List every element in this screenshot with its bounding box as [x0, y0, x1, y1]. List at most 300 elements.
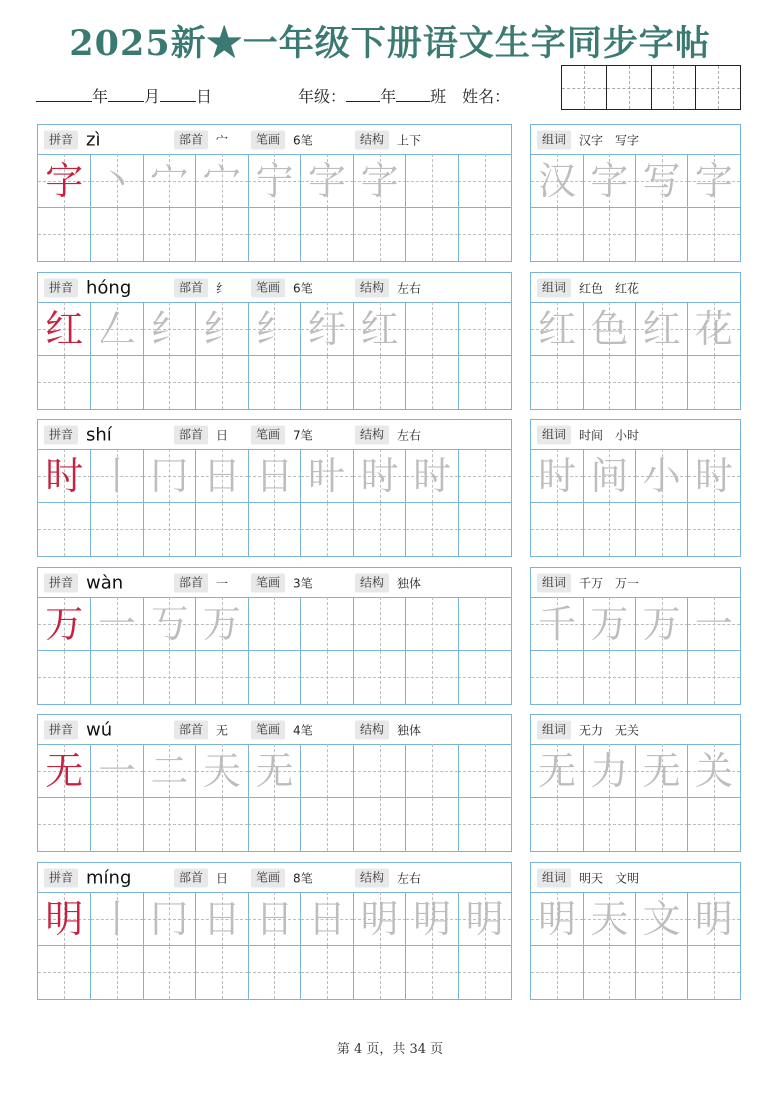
radical-tag: 部首 [174, 573, 208, 592]
strokes-value: 4笔 [293, 723, 313, 737]
character-info-bar [38, 273, 511, 303]
character-card-3 [37, 419, 512, 557]
character-card-2 [37, 272, 512, 410]
stroke-trace-character: 宁 [255, 158, 294, 203]
stroke-trace-character: 日 [202, 896, 241, 941]
radical-tag: 部首 [174, 278, 208, 297]
writing-cell[interactable] [91, 798, 144, 852]
info-line [36, 84, 510, 107]
structure-field [355, 130, 421, 149]
stroke-trace-character: 旪 [308, 453, 347, 498]
writing-cell[interactable] [531, 208, 583, 262]
words-field [537, 130, 639, 149]
writing-cell[interactable] [91, 356, 144, 410]
stroke-trace-character: 丶 [97, 158, 136, 203]
writing-cell[interactable] [458, 744, 511, 798]
writing-cell[interactable] [143, 798, 196, 852]
name-cell[interactable] [651, 66, 696, 109]
structure-tag: 结构 [355, 720, 389, 739]
day-blank[interactable] [160, 87, 196, 102]
character-info-bar [38, 568, 511, 598]
writing-cell[interactable] [91, 651, 144, 705]
writing-cell[interactable] [458, 208, 511, 262]
character-card-4 [37, 567, 512, 705]
writing-cell[interactable] [458, 356, 511, 410]
writing-cell[interactable] [196, 798, 249, 852]
word-trace-character: 间 [590, 453, 629, 498]
words-field [537, 425, 639, 444]
pinyin-field [44, 572, 123, 593]
words-tag: 组词 [537, 868, 571, 887]
grade-year-label: 年 [380, 87, 397, 106]
writing-cell[interactable] [38, 208, 91, 262]
writing-cell[interactable] [636, 798, 688, 852]
stroke-trace-character: 宀 [202, 158, 241, 203]
radical-value: 日 [216, 871, 229, 885]
word-trace-character: 红 [642, 306, 681, 351]
writing-cell[interactable] [458, 503, 511, 557]
writing-cell[interactable] [531, 798, 583, 852]
word-grid [531, 449, 740, 556]
tracing-grid [38, 154, 511, 261]
word-trace-character: 时 [694, 453, 733, 498]
words-tag: 组词 [537, 720, 571, 739]
pinyin-field [44, 129, 100, 150]
radical-value: 日 [216, 428, 229, 442]
writing-cell[interactable] [248, 798, 301, 852]
pinyin-tag: 拼音 [44, 573, 78, 592]
writing-cell[interactable] [531, 651, 583, 705]
writing-cell[interactable] [248, 503, 301, 557]
word-trace-character: 明 [538, 896, 577, 941]
strokes-field [251, 573, 313, 592]
strokes-tag: 笔画 [251, 278, 285, 297]
radical-tag: 部首 [174, 425, 208, 444]
writing-cell[interactable] [688, 208, 740, 262]
year-blank[interactable] [36, 87, 92, 102]
writing-cell[interactable] [406, 597, 459, 651]
word-grid [531, 892, 740, 999]
title-suffix: 一年级下册语文生字同步字帖 [242, 23, 711, 64]
radical-field [174, 573, 228, 592]
word-trace-character: 千 [538, 601, 577, 646]
stroke-trace-character: 𠃋 [97, 306, 136, 351]
word-card-6 [530, 862, 741, 1000]
word-trace-character: 色 [590, 306, 629, 351]
pinyin-tag: 拼音 [44, 278, 78, 297]
writing-cell[interactable] [531, 946, 583, 1000]
stroke-trace-character: 日 [308, 896, 347, 941]
writing-cell[interactable] [248, 946, 301, 1000]
writing-cell[interactable] [91, 946, 144, 1000]
writing-cell[interactable] [583, 208, 635, 262]
writing-cell[interactable] [353, 597, 406, 651]
writing-cell[interactable] [143, 356, 196, 410]
class-blank[interactable] [396, 87, 430, 102]
words-field [537, 573, 639, 592]
stroke-trace-character: 宀 [150, 158, 189, 203]
day-label: 日 [196, 87, 213, 106]
stroke-trace-character: 丂 [150, 601, 189, 646]
character-info-bar [38, 863, 511, 893]
character-info-bar [38, 420, 511, 450]
word-trace-character: 字 [694, 158, 733, 203]
word-info-bar [531, 715, 740, 745]
radical-value: 一 [216, 576, 229, 590]
tracing-grid [38, 744, 511, 851]
radical-value: 宀 [216, 133, 229, 147]
strokes-field [251, 278, 313, 297]
strokes-field [251, 868, 313, 887]
word-trace-character: 无 [538, 748, 577, 793]
writing-cell[interactable] [301, 651, 354, 705]
word-trace-character: 文 [642, 896, 681, 941]
model-character: 万 [45, 601, 84, 646]
writing-cell[interactable] [38, 356, 91, 410]
pinyin-tag: 拼音 [44, 425, 78, 444]
structure-value: 左右 [397, 428, 422, 442]
tracing-grid [38, 892, 511, 999]
character-info-bar [38, 125, 511, 155]
name-cell[interactable] [562, 66, 606, 109]
pinyin-value: shí [86, 424, 112, 445]
writing-cell[interactable] [583, 946, 635, 1000]
word-trace-character: 无 [642, 748, 681, 793]
stroke-trace-character: 纟 [150, 306, 189, 351]
stroke-trace-character: 二 [150, 748, 189, 793]
pinyin-tag: 拼音 [44, 868, 78, 887]
structure-field [355, 868, 421, 887]
pinyin-field [44, 867, 131, 888]
stroke-trace-character: 纟 [202, 306, 241, 351]
character-card-1 [37, 124, 512, 262]
writing-cell[interactable] [196, 503, 249, 557]
writing-cell[interactable] [406, 946, 459, 1000]
radical-field [174, 278, 228, 297]
word-card-2 [530, 272, 741, 410]
writing-cell[interactable] [636, 208, 688, 262]
writing-cell[interactable] [38, 651, 91, 705]
writing-cell[interactable] [688, 946, 740, 1000]
month-blank[interactable] [108, 87, 144, 102]
writing-cell[interactable] [636, 356, 688, 410]
name-cell[interactable] [695, 66, 740, 109]
word-card-5 [530, 714, 741, 852]
pinyin-tag: 拼音 [44, 720, 78, 739]
stroke-trace-character: 无 [255, 748, 294, 793]
structure-value: 左右 [397, 871, 422, 885]
writing-cell[interactable] [636, 503, 688, 557]
writing-cell[interactable] [143, 208, 196, 262]
word-trace-character: 明 [694, 896, 733, 941]
class-label: 班 [430, 87, 447, 106]
words-tag: 组词 [537, 278, 571, 297]
word-trace-character: 时 [538, 453, 577, 498]
stroke-trace-character: 时 [360, 453, 399, 498]
stroke-trace-character: 纡 [308, 306, 347, 351]
word-info-bar [531, 273, 740, 303]
writing-cell[interactable] [196, 208, 249, 262]
words-value: 明天 文明 [579, 871, 640, 885]
writing-cell[interactable] [406, 798, 459, 852]
writing-cell[interactable] [301, 208, 354, 262]
word-trace-character: 写 [642, 158, 681, 203]
structure-value: 独体 [397, 723, 422, 737]
word-info-bar [531, 568, 740, 598]
pinyin-value: míng [86, 867, 132, 888]
writing-cell[interactable] [248, 208, 301, 262]
writing-cell[interactable] [583, 503, 635, 557]
writing-cell[interactable] [38, 946, 91, 1000]
stroke-trace-character: 冂 [150, 453, 189, 498]
character-card-5 [37, 714, 512, 852]
stroke-trace-character: 一 [97, 601, 136, 646]
writing-cell[interactable] [406, 744, 459, 798]
title-prefix: 2025新 [69, 23, 207, 64]
page-footer: 第 4 页，共 34 页 [336, 1042, 444, 1057]
stroke-trace-character: 丨 [97, 453, 136, 498]
radical-tag: 部首 [174, 130, 208, 149]
writing-cell[interactable] [458, 651, 511, 705]
pinyin-field [44, 719, 112, 740]
words-field [537, 868, 639, 887]
structure-tag: 结构 [355, 573, 389, 592]
words-field [537, 278, 639, 297]
stroke-trace-character: 字 [308, 158, 347, 203]
pinyin-value: wú [86, 719, 113, 740]
writing-cell[interactable] [583, 651, 635, 705]
writing-cell[interactable] [353, 798, 406, 852]
words-value: 时间 小时 [579, 428, 640, 442]
writing-cell[interactable] [406, 651, 459, 705]
structure-value: 独体 [397, 576, 422, 590]
grade-label: 年级： [298, 87, 347, 106]
writing-cell[interactable] [458, 449, 511, 503]
writing-cell[interactable] [353, 356, 406, 410]
writing-cell[interactable] [406, 302, 459, 356]
writing-cell[interactable] [196, 356, 249, 410]
word-trace-character: 汉 [538, 158, 577, 203]
writing-cell[interactable] [688, 798, 740, 852]
writing-cell[interactable] [406, 208, 459, 262]
writing-cell[interactable] [143, 946, 196, 1000]
words-tag: 组词 [537, 130, 571, 149]
stroke-trace-character: 纟 [255, 306, 294, 351]
word-trace-character: 天 [590, 896, 629, 941]
model-character: 红 [45, 306, 84, 351]
writing-cell[interactable] [458, 302, 511, 356]
stroke-trace-character: 丨 [97, 896, 136, 941]
structure-field [355, 573, 421, 592]
model-character: 字 [45, 158, 84, 203]
grade-blank[interactable] [346, 87, 380, 102]
pinyin-field [44, 424, 112, 445]
strokes-tag: 笔画 [251, 720, 285, 739]
word-trace-character: 字 [590, 158, 629, 203]
pinyin-value: wàn [86, 572, 124, 593]
star-icon: ★ [206, 23, 243, 64]
writing-cell[interactable] [688, 651, 740, 705]
word-grid [531, 302, 740, 409]
writing-cell[interactable] [143, 651, 196, 705]
writing-cell[interactable] [196, 946, 249, 1000]
strokes-value: 7笔 [293, 428, 313, 442]
radical-field [174, 425, 228, 444]
writing-cell[interactable] [353, 208, 406, 262]
model-character: 明 [45, 896, 84, 941]
writing-cell[interactable] [531, 503, 583, 557]
structure-tag: 结构 [355, 425, 389, 444]
writing-cell[interactable] [406, 503, 459, 557]
words-field [537, 720, 639, 739]
strokes-value: 3笔 [293, 576, 313, 590]
tracing-grid [38, 597, 511, 704]
strokes-field [251, 720, 313, 739]
words-tag: 组词 [537, 573, 571, 592]
strokes-value: 6笔 [293, 281, 313, 295]
stroke-trace-character: 日 [202, 453, 241, 498]
model-character: 时 [45, 453, 84, 498]
words-value: 千万 万一 [579, 576, 640, 590]
year-label: 年 [92, 87, 109, 106]
strokes-field [251, 425, 313, 444]
writing-cell[interactable] [91, 208, 144, 262]
stroke-trace-character: 时 [413, 453, 452, 498]
character-info-bar [38, 715, 511, 745]
word-trace-character: 一 [694, 601, 733, 646]
writing-cell[interactable] [38, 503, 91, 557]
strokes-field [251, 130, 313, 149]
structure-field [355, 425, 421, 444]
writing-cell[interactable] [301, 503, 354, 557]
page-title [0, 16, 780, 66]
writing-cell[interactable] [248, 597, 301, 651]
writing-cell[interactable] [301, 597, 354, 651]
name-label: 姓名： [462, 87, 511, 106]
writing-cell[interactable] [636, 946, 688, 1000]
strokes-tag: 笔画 [251, 868, 285, 887]
month-label: 月 [144, 87, 161, 106]
structure-tag: 结构 [355, 868, 389, 887]
stroke-trace-character: 红 [360, 306, 399, 351]
writing-cell[interactable] [688, 503, 740, 557]
word-grid [531, 597, 740, 704]
writing-cell[interactable] [583, 798, 635, 852]
writing-cell[interactable] [458, 798, 511, 852]
words-value: 无力 无关 [579, 723, 640, 737]
pinyin-value: hóng [86, 277, 132, 298]
word-card-4 [530, 567, 741, 705]
writing-cell[interactable] [531, 356, 583, 410]
writing-cell[interactable] [301, 946, 354, 1000]
stroke-trace-character: 天 [202, 748, 241, 793]
writing-cell[interactable] [143, 503, 196, 557]
word-trace-character: 小 [642, 453, 681, 498]
word-trace-character: 关 [694, 748, 733, 793]
word-grid [531, 744, 740, 851]
pinyin-tag: 拼音 [44, 130, 78, 149]
word-card-3 [530, 419, 741, 557]
writing-cell[interactable] [91, 503, 144, 557]
word-card-1 [530, 124, 741, 262]
stroke-trace-character: 日 [255, 453, 294, 498]
structure-value: 左右 [397, 281, 422, 295]
word-info-bar [531, 125, 740, 155]
writing-cell[interactable] [248, 356, 301, 410]
writing-cell[interactable] [458, 597, 511, 651]
word-grid [531, 154, 740, 261]
word-info-bar [531, 420, 740, 450]
radical-field [174, 130, 228, 149]
word-trace-character: 花 [694, 306, 733, 351]
writing-cell[interactable] [688, 356, 740, 410]
stroke-trace-character: 万 [202, 601, 241, 646]
structure-tag: 结构 [355, 278, 389, 297]
structure-field [355, 278, 421, 297]
words-value: 红色 红花 [579, 281, 640, 295]
writing-cell[interactable] [636, 651, 688, 705]
strokes-value: 6笔 [293, 133, 313, 147]
writing-cell[interactable] [406, 356, 459, 410]
writing-cell[interactable] [301, 798, 354, 852]
radical-value: 无 [216, 723, 229, 737]
pinyin-field [44, 277, 131, 298]
writing-cell[interactable] [458, 154, 511, 208]
name-box[interactable] [561, 65, 741, 110]
stroke-trace-character: 明 [360, 896, 399, 941]
stroke-trace-character: 明 [413, 896, 452, 941]
strokes-tag: 笔画 [251, 130, 285, 149]
stroke-trace-character: 冂 [150, 896, 189, 941]
model-character: 无 [45, 748, 84, 793]
radical-field [174, 868, 228, 887]
word-trace-character: 万 [642, 601, 681, 646]
pinyin-value: zì [86, 129, 101, 150]
radical-tag: 部首 [174, 720, 208, 739]
structure-tag: 结构 [355, 130, 389, 149]
tracing-grid [38, 302, 511, 409]
writing-cell[interactable] [583, 356, 635, 410]
writing-cell[interactable] [353, 946, 406, 1000]
word-info-bar [531, 863, 740, 893]
name-cell[interactable] [606, 66, 651, 109]
radical-tag: 部首 [174, 868, 208, 887]
word-trace-character: 力 [590, 748, 629, 793]
writing-cell[interactable] [353, 651, 406, 705]
writing-cell[interactable] [301, 744, 354, 798]
writing-cell[interactable] [248, 651, 301, 705]
writing-cell[interactable] [353, 744, 406, 798]
writing-cell[interactable] [406, 154, 459, 208]
strokes-tag: 笔画 [251, 573, 285, 592]
radical-value: 纟 [216, 281, 229, 295]
word-trace-character: 万 [590, 601, 629, 646]
stroke-trace-character: 字 [360, 158, 399, 203]
writing-cell[interactable] [301, 356, 354, 410]
writing-cell[interactable] [196, 651, 249, 705]
stroke-trace-character: 明 [465, 896, 504, 941]
word-trace-character: 红 [538, 306, 577, 351]
strokes-tag: 笔画 [251, 425, 285, 444]
writing-cell[interactable] [353, 503, 406, 557]
stroke-trace-character: 日 [255, 896, 294, 941]
character-card-6 [37, 862, 512, 1000]
strokes-value: 8笔 [293, 871, 313, 885]
writing-cell[interactable] [458, 946, 511, 1000]
structure-value: 上下 [397, 133, 422, 147]
writing-cell[interactable] [38, 798, 91, 852]
tracing-grid [38, 449, 511, 556]
